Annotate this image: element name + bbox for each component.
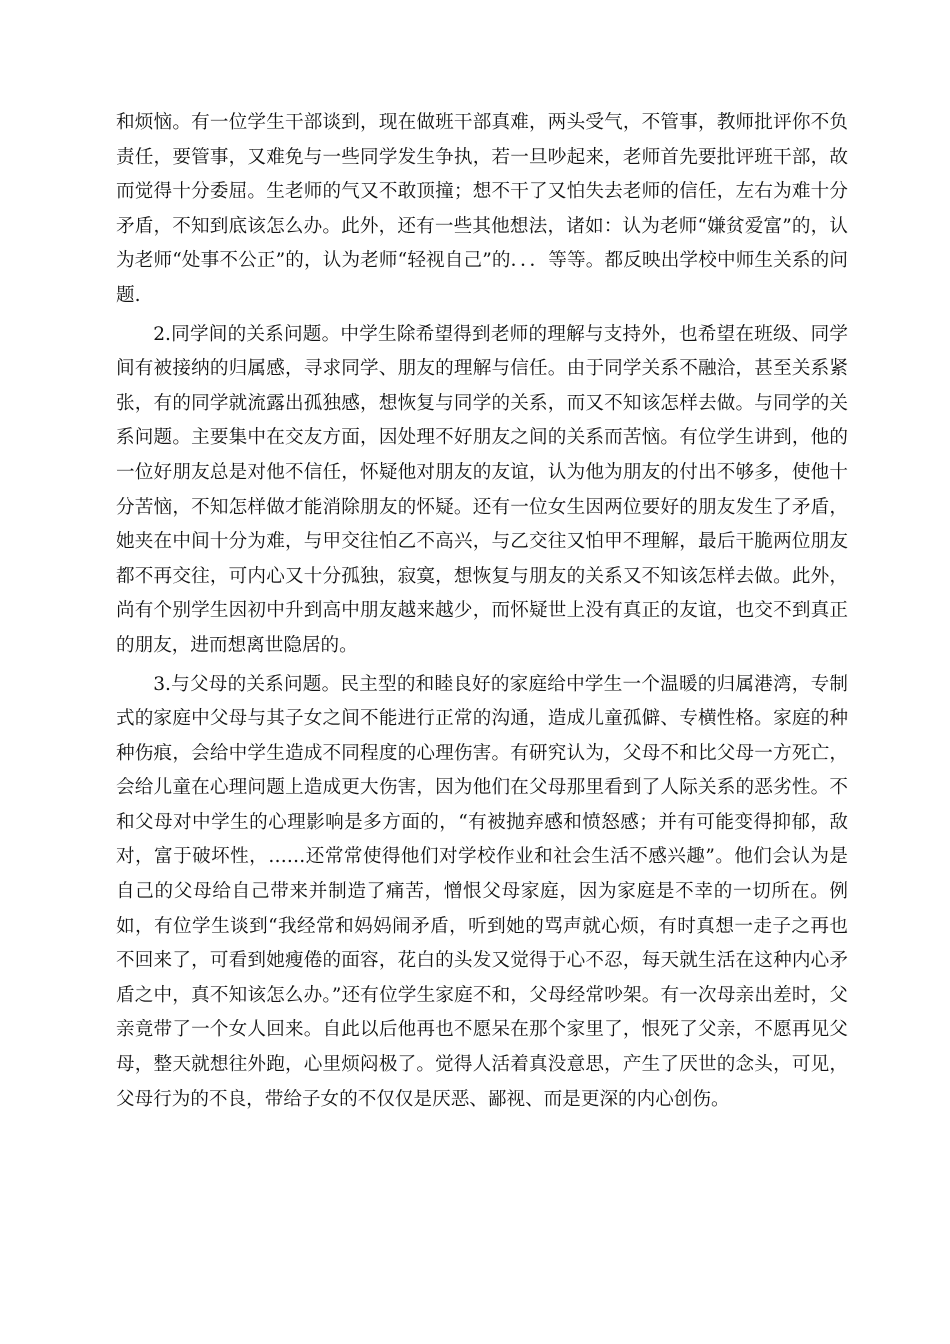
document-page (116, 106, 848, 1121)
paragraph-classmate-relations: 2.同学间的关系问题。中学生除希望得到老师的理解与支持外，也希望在班级、同学间有被接纳的归属感，寻求同学、朋友的理解与信任。由于同学关系不融洽，甚至关系紧张，有的同学就流露出孤独感，想恢复与同学的关系，而又不知该怎样去做。与同学的关系问题。主要集中在交友方面，因处理不好朋友之间的关系而苦恼。有位学生讲到，他的一位好朋友总是对他不信任，怀疑他对朋友的友谊，认为他为朋友的付出不够多，使他十分苦恼，不知怎样做才能消除朋友的怀疑。还有一位女生因两位要好的朋友发生了矛盾，她夹在中间十分为难，与甲交往怕乙不高兴，与乙交往又怕甲不理解，最后干脆两位朋友都不再交往，可内心又十分孤独，寂寞，想恢复与朋友的关系又不知该怎样去做。此外，尚有个别学生因初中升到高中朋友越来越少，而怀疑世上没有真正的友谊，也交不到真正的朋友，进而想离世隐居的。 (116, 323, 848, 656)
paragraph-parent-relations: 3.与父母的关系问题。民主型的和睦良好的家庭给中学生一个温暖的归属港湾，专制式的家庭中父母与其子女之间不能进行正常的沟通，造成儿童孤僻、专横性格。家庭的种种伤痕，会给中学生造成不同程度的心理伤害。有研究认为，父母不和比父母一方死亡，会给儿童在心理问题上造成更大伤害，因为他们在父母那里看到了人际关系的恶劣性。不和父母对中学生的心理影响是多方面的，“有被抛弃感和愤怒感；并有可能变得抑郁，敌对，富于破坏性，……还常常使得他们对学校作业和社会生活不感兴趣”。他们会认为是自己的父母给自己带来并制造了痛苦，憎恨父母家庭，因为家庭是不幸的一切所在。例如，有位学生谈到“我经常和妈妈闹矛盾，听到她的骂声就心烦，有时真想一走子之再也不回来了，可看到她瘦倦的面容，花白的头发又觉得于心不忍，每天就生活在这种内心矛盾之中，真不知该怎么办。”还有位学生家庭不和，父母经常吵架。有一次母亲出差时，父亲竟带了一个女人回来。自此以后他再也不愿呆在那个家里了，恨死了父亲，不愿再见父母，整天就想往外跑，心里烦闷极了。觉得人活着真没意思，产生了厌世的念头，可见，父母行为的不良，带给子女的不仅仅是厌恶、鄙视、而是更深的内心创伤。 (116, 673, 848, 1110)
paragraph-teacher-student-relations: 和烦恼。有一位学生干部谈到，现在做班干部真难，两头受气，不管事，教师批评你不负责任，要管事，又难免与一些同学发生争执，若一旦吵起来，老师首先要批评班干部，故而觉得十分委屈。生老师的气又不敢顶撞；想不干了又怕失去老师的信任，左右为难十分矛盾，不知到底该怎么办。此外，还有一些其他想法，诸如：认为老师“嫌贫爱富”的，认为老师“处事不公正”的，认为老师“轻视自己”的．．．等等。都反映出学校中师生关系的问题. (116, 112, 848, 306)
